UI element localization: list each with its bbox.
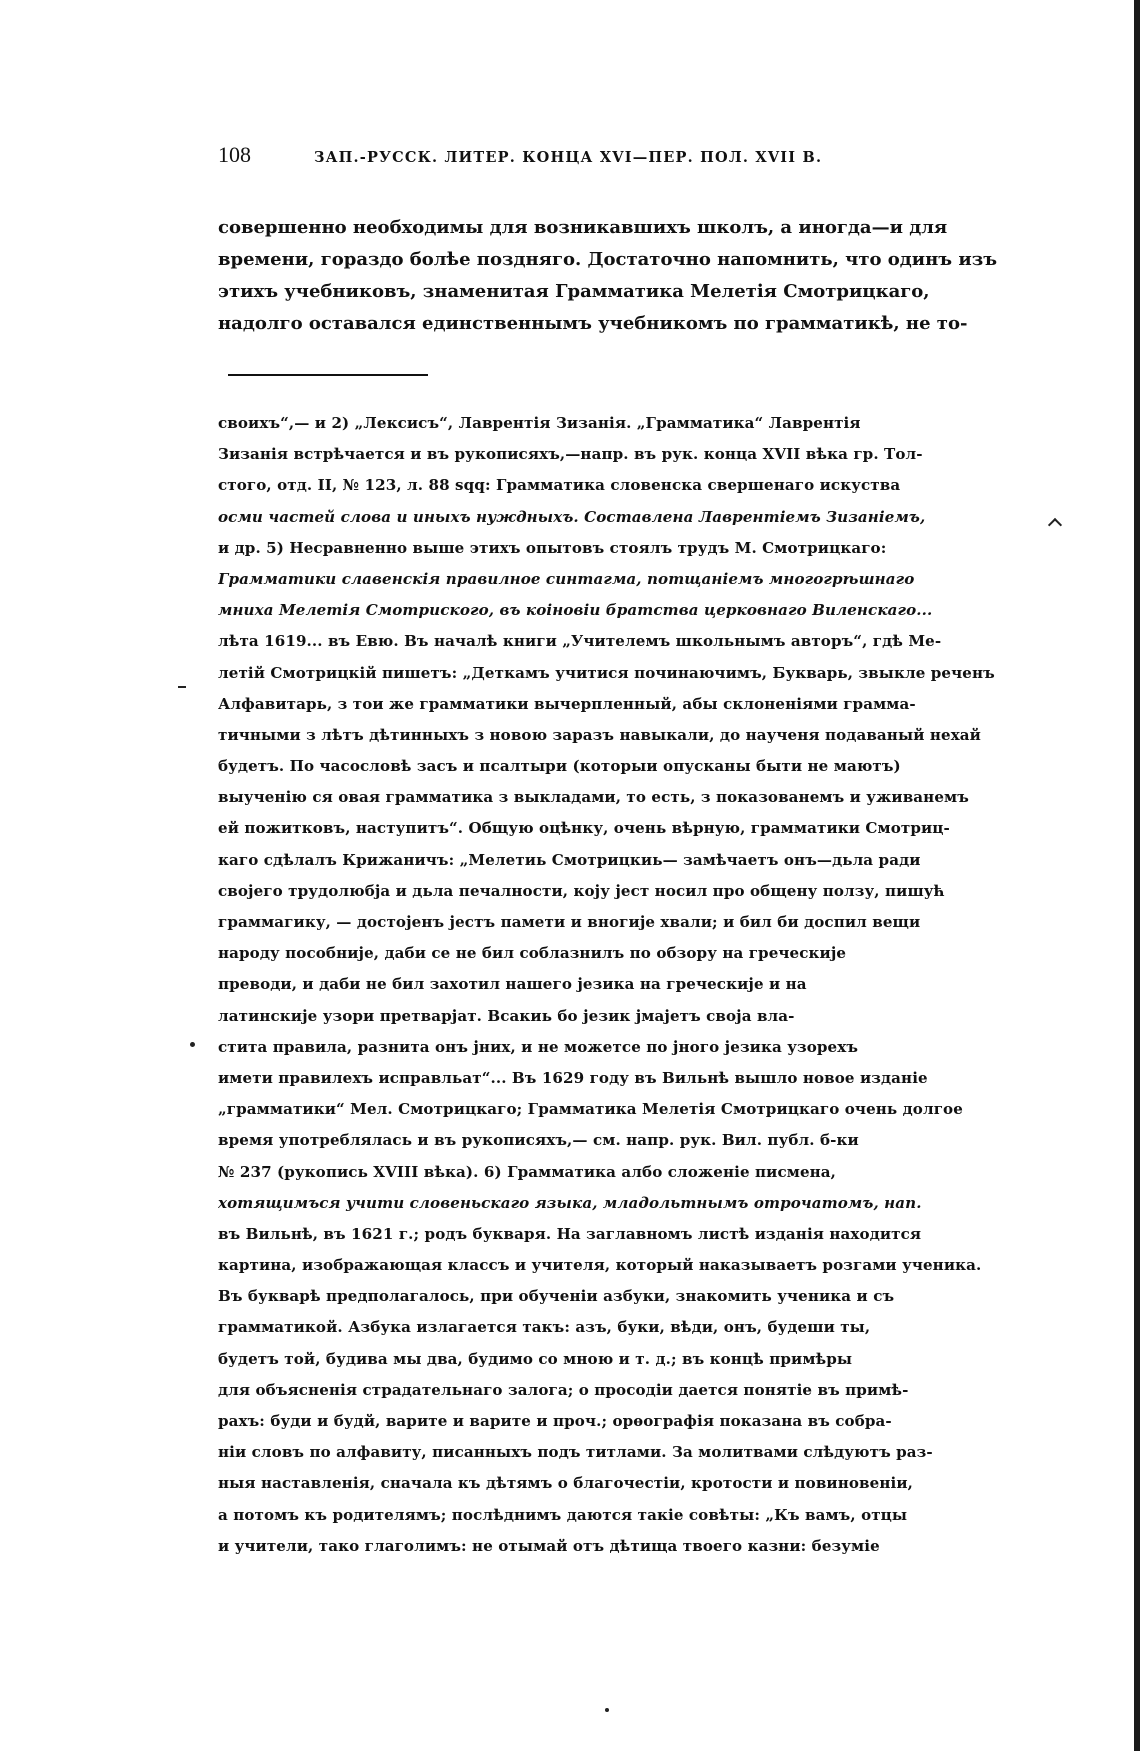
footnote-line: граммагику, — достојенъ јестъ памети и вногије хвали; и бил би доспил вещи	[218, 913, 921, 931]
insertion-caret-mark	[1048, 518, 1062, 532]
footnote-line: имети правилехъ исправльат“... Въ 1629 году въ Вильнѣ вышло новое изданіе	[218, 1068, 928, 1087]
footnote-line: Зизанія встрѣчается и въ рукописяхъ,—напр. въ рук. конца XVII вѣка гр. Тол-	[218, 445, 923, 464]
footnote-line: выученію ся овая грамматика з выкладами, то есть, з показованемъ и уживанемъ	[218, 788, 969, 807]
page-header	[218, 142, 1040, 178]
footnote-line: стого, отд. II, № 123, л. 88 sqq: Грамматика словенска свершенаго искуства	[218, 476, 901, 495]
main-text-line: этихъ учебниковъ, знаменитая Грамматика Мелетія Смотрицкаго,	[218, 281, 930, 302]
footnote-line: латинскије узори претварјат. Всакиь бо језик јмајетъ своја вла-	[218, 1006, 795, 1025]
footnote-line: и учители, тако глаголимъ: не отымай отъ дѣтища твоего казни: безуміе	[218, 1536, 880, 1555]
footnote-line: стита правила, разнита онъ јних, и не можетсе по јного језика узорехъ	[218, 1037, 858, 1056]
footnote-line: Алфавитарь, з тои же грамматики вычерпленный, абы склоненіями грамма-	[218, 694, 916, 713]
footnote-line: № 237 (рукопись XVIII вѣка). 6) Грамматика албо сложеніе писмена,	[218, 1162, 837, 1181]
footnote-line: будетъ той, будива мы два, будимо со мною и т. д.; въ концѣ примѣры	[218, 1349, 853, 1368]
footnote-line: летій Смотрицкій пишетъ: „Деткамъ учитися починаючимъ, Букварь, звыкле реченъ	[218, 663, 995, 682]
footnote-line: лѣта 1619... въ Евю. Въ началѣ книги „Учителемъ школьнымъ авторъ“, гдѣ Ме-	[218, 632, 942, 651]
main-text-line: времени, гораздо болѣе поздняго. Достаточно напомнить, что одинъ изъ	[218, 249, 998, 270]
footnote-line: каго сдѣлалъ Крижаничъ: „Мелетиь Смотрицкиь— замѣчаетъ онъ—дьла ради	[218, 850, 921, 869]
footnote-line: въ Вильнѣ, въ 1621 г.; родъ букваря. На заглавномъ листѣ изданія находится	[218, 1224, 922, 1243]
footnote-divider	[228, 374, 428, 376]
footnote-line: осми частей слова и иныхъ нуждныхъ. Составлена Лаврентіемъ Зизаніемъ,	[218, 507, 926, 526]
ink-speck	[605, 1708, 609, 1712]
margin-mark	[178, 686, 186, 688]
footnote-line: Въ букварѣ предполагалось, при обученіи азбуки, знакомить ученика и съ	[218, 1287, 895, 1306]
footnote-line: а потомъ къ родителямъ; послѣднимъ даются такіе совѣты: „Къ вамъ, отцы	[218, 1505, 908, 1524]
footnote-line: время употреблялась и въ рукописяхъ,— см. напр. рук. Вил. публ. б-ки	[218, 1131, 859, 1150]
footnote-line: хотящимъся учити словеньскаго языка, младольтнымъ отрочатомъ, нап.	[218, 1193, 922, 1212]
footnote-line: преводи, и даби не бил захотил нашего језика на греческије и на	[218, 975, 807, 994]
footnote-line: својего трудолюбја и дьла печалности, коју јест носил про общену ползу, пишућ	[218, 881, 945, 900]
footnote-line: рахъ: буди и будй, варите и варите и проч.; орѳографія показана въ собра-	[218, 1412, 892, 1430]
footnote-line: мниха Мелетія Смотриского, въ коіновіи братства церковнаго Виленскаго...	[218, 601, 933, 620]
page-number: 108	[218, 142, 251, 167]
main-text-line: совершенно необходимы для возникавшихъ школъ, а иногда—и для	[218, 217, 948, 238]
margin-dot	[190, 1042, 195, 1047]
footnote-line: Грамматики славенскія правилное синтагма, потщаніемъ многогрѣшнаго	[218, 569, 915, 588]
main-text-line: надолго оставался единственнымъ учебникомъ по грамматикѣ, не то-	[218, 313, 968, 334]
footnote-line: грамматикой. Азбука излагается такъ: азъ, буки, вѣди, онъ, будеши ты,	[218, 1318, 871, 1337]
footnote-line: будетъ. По часословѣ засъ и псалтыри (которыи опусканы быти не маютъ)	[218, 757, 901, 776]
footnote-line: „грамматики“ Мел. Смотрицкаго; Грамматика Мелетія Смотрицкаго очень долгое	[218, 1100, 963, 1119]
footnote-line: ныя наставленія, сначала къ дѣтямъ о благочестіи, кротости и повиновеніи,	[218, 1474, 913, 1493]
book-page	[218, 142, 1040, 1562]
footnote-line: народу пособније, даби се не бил соблазнилъ по обзору на греческије	[218, 944, 847, 963]
main-text	[218, 212, 1040, 340]
running-title: ЗАП.-РУССК. ЛИТЕР. КОНЦА XVI—ПЕР. ПОЛ. XVII В.	[314, 149, 823, 166]
footnote-line: для объясненія страдательнаго залога; о просодіи дается понятіе въ примѣ-	[218, 1380, 909, 1399]
footnote-line: тичными з лѣтъ дѣтинныхъ з новою заразъ навыкали, до наученя подаваный нехай	[218, 725, 981, 744]
footnote-line: своихъ“,— и 2) „Лексисъ“, Лаврентія Зизанія. „Грамматика“ Лаврентія	[218, 414, 861, 432]
footnote-line: картина, изображающая классъ и учителя, который наказываетъ розгами ученика.	[218, 1256, 982, 1275]
footnote-line: и др. 5) Несравненно выше этихъ опытовъ стоялъ трудъ М. Смотрицкаго:	[218, 538, 887, 557]
scan-edge	[1134, 0, 1140, 1751]
footnotes	[218, 408, 1040, 1562]
footnote-line: ніи словъ по алфавиту, писанныхъ подъ титлами. За молитвами слѣдуютъ раз-	[218, 1443, 933, 1462]
footnote-line: ей пожитковъ, наступитъ“. Общую оцѣнку, очень вѣрную, грамматики Смотриц-	[218, 819, 950, 838]
